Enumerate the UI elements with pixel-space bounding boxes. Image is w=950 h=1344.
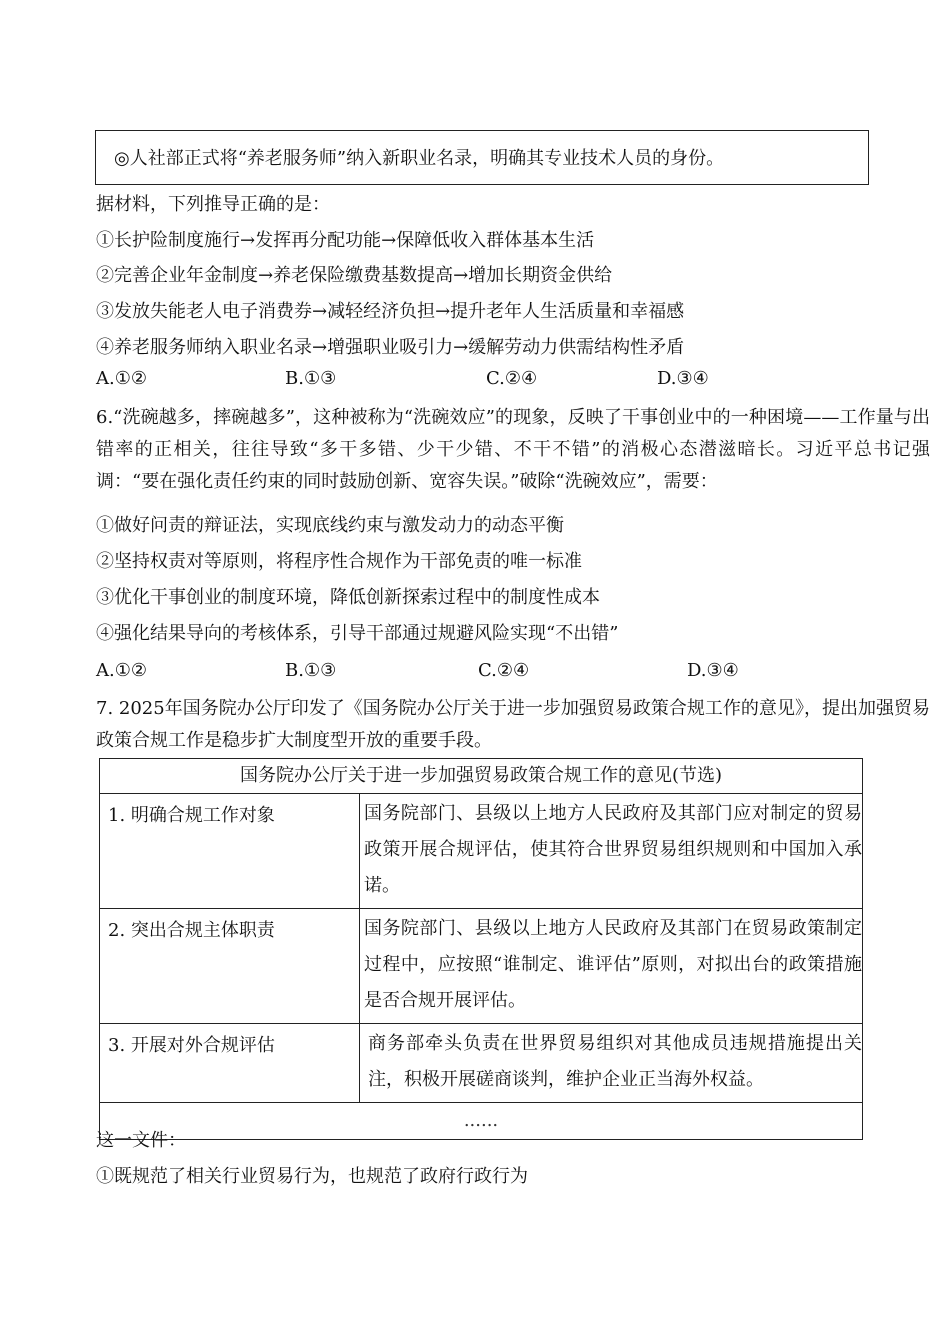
q6-stem: 6.“洗碗越多，摔碗越多”，这种被称为“洗碗效应”的现象，反映了干事创业中的一种困境——工作量与出错率的正相关，往往导致“多干多错、少干少错、不干不错”的消极心态潜滋暗长。习近平总书记强调：“要在强化责任约束的同时鼓励创新、宽容失误。”破除“洗碗效应”，需要：	[96, 407, 930, 492]
material-box	[95, 130, 869, 185]
row-heading: 1. 明确合规工作对象	[100, 794, 360, 909]
q6-option-b: B.①③	[285, 660, 337, 681]
table-header-row	[100, 759, 863, 794]
q6-option-d: D.③④	[687, 660, 739, 681]
q5-stem: 据材料，下列推导正确的是：	[96, 194, 330, 215]
q7-stem: 7. 2025年国务院办公厅印发了《国务院办公厅关于进一步加强贸易政策合规工作的意见》，提出加强贸易政策合规工作是稳步扩大制度型开放的重要手段。	[96, 698, 930, 751]
q6-item-4: ④强化结果导向的考核体系，引导干部通过规避风险实现“不出错”	[96, 623, 619, 644]
q6-item-3: ③优化干事创业的制度环境，降低创新探索过程中的制度性成本	[96, 587, 600, 608]
table-row	[100, 1024, 863, 1103]
table-row	[100, 794, 863, 909]
table-ellipsis: ......	[100, 1103, 863, 1140]
q5-option-d: D.③④	[657, 368, 709, 389]
policy-table	[99, 758, 863, 1140]
q6-item-1: ①做好问责的辩证法，实现底线约束与激发动力的动态平衡	[96, 515, 564, 536]
material-text: ◎人社部正式将“养老服务师”纳入新职业名录，明确其专业技术人员的身份。	[114, 148, 725, 169]
q5-item-1: ①长护险制度施行→发挥再分配功能→保障低收入群体基本生活	[96, 230, 595, 251]
table-row	[100, 909, 863, 1024]
q5-option-b: B.①③	[285, 368, 337, 389]
row-content: 国务院部门、县级以上地方人民政府及其部门在贸易政策制定过程中，应按照“谁制定、谁评估”原则，对拟出台的政策措施是否合规开展评估。	[360, 909, 863, 1024]
q5-item-4: ④养老服务师纳入职业名录→增强职业吸引力→缓解劳动力供需结构性矛盾	[96, 337, 685, 358]
row-heading: 2. 突出合规主体职责	[100, 909, 360, 1024]
q6-item-2: ②坚持权责对等原则，将程序性合规作为干部免责的唯一标准	[96, 551, 582, 572]
q5-item-2: ②完善企业年金制度→养老保险缴费基数提高→增加长期资金供给	[96, 265, 613, 286]
q5-option-c: C.②④	[486, 368, 538, 389]
q6-option-a: A.①②	[96, 660, 147, 681]
q7-after-text: 这一文件：	[96, 1130, 186, 1151]
q5-option-a: A.①②	[96, 368, 147, 389]
q7-item-1: ①既规范了相关行业贸易行为，也规范了政府行政行为	[96, 1166, 528, 1187]
q5-item-3: ③发放失能老人电子消费券→减轻经济负担→提升老年人生活质量和幸福感	[96, 301, 685, 322]
row-content: 商务部牵头负责在世界贸易组织对其他成员违规措施提出关注，积极开展磋商谈判，维护企业正当海外权益。	[360, 1024, 863, 1103]
table-title: 国务院办公厅关于进一步加强贸易政策合规工作的意见(节选)	[100, 759, 863, 794]
table-ellipsis-row	[100, 1103, 863, 1140]
row-content: 国务院部门、县级以上地方人民政府及其部门应对制定的贸易政策开展合规评估，使其符合世界贸易组织规则和中国加入承诺。	[360, 794, 863, 909]
q6-option-c: C.②④	[478, 660, 530, 681]
row-heading: 3. 开展对外合规评估	[100, 1024, 360, 1103]
